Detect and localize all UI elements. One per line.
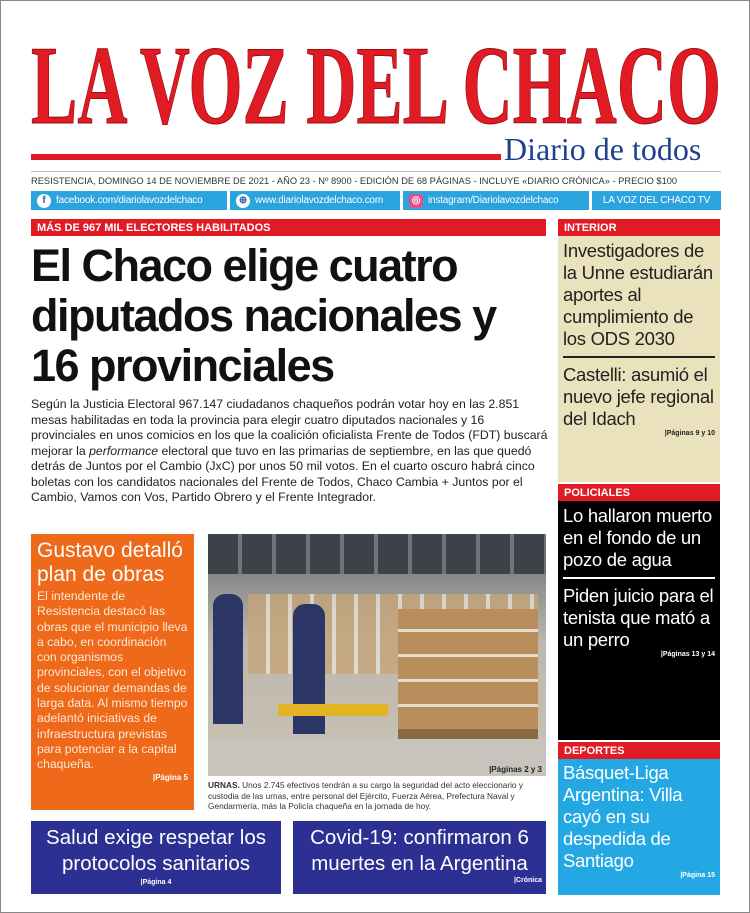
masthead-rule xyxy=(31,154,501,160)
orange-story[interactable] xyxy=(31,534,194,810)
facebook-icon: f xyxy=(37,194,51,208)
instagram-icon: ◎ xyxy=(409,194,423,208)
masthead-title: LA VOZ DEL CHACO xyxy=(31,24,721,135)
story-title: Lo hallaron muerto en el fondo de un pozo de agua xyxy=(563,505,712,570)
page-ref: |Crónica xyxy=(513,877,542,884)
right-column xyxy=(558,219,720,895)
section-policiales: POLICIALES xyxy=(558,484,720,501)
caption-text: Unos 2.745 efectivos tendrán a su cargo la seguridad del acto eleccionario y custodia de las urnas, entre personal del Ejército, Fuerza Aérea, Prefectura Naval y Gendarmería, más la Policía chaqueña en la jornada de hoy. xyxy=(208,780,524,811)
story-title: Investigadores de la Unne estudiarán aportes al cumplimiento de los ODS 2030 xyxy=(563,240,713,349)
page-ref: |Páginas 13 y 14 xyxy=(660,651,715,658)
story-title: Castelli: asumió el nuevo jefe regional del Idach xyxy=(563,364,714,429)
facebook-label: facebook.com/diariolavozdelchaco xyxy=(56,195,203,206)
tv-link[interactable] xyxy=(592,191,721,210)
instagram-link[interactable] xyxy=(403,191,589,210)
divider xyxy=(31,171,721,172)
story-title: Salud exige respetar los protocolos sanitarios xyxy=(46,826,266,875)
story-title: Covid-19: confirmaron 6 muertes en la Argentina xyxy=(310,826,529,875)
story-title: Piden juicio para el tenista que mató a un perro xyxy=(563,585,714,650)
lead-headline[interactable]: El Chaco elige cuatro diputados nacionales y 16 provinciales xyxy=(31,240,496,391)
deportes-box[interactable] xyxy=(558,759,720,895)
story-title: Gustavo detalló plan de obras xyxy=(37,539,183,586)
page-ref: |Página 5 xyxy=(152,772,188,782)
body-text: electoral que tuvo en las primarias de septiembre, en las que quedó detrás de Juntos por el Cambio (JxC) por unos 50 mil votos. En el cuarto oscuro habrá cinco boletas con los candidatos nacionales del Frente de Todos, Chaco Cambia + Juntos por el Cambio, Vamos con Vos, Partido Obrero y el Frente Integrador. xyxy=(31,443,535,504)
facebook-link[interactable] xyxy=(31,191,227,210)
website-link[interactable] xyxy=(230,191,400,210)
masthead-slogan: Diario de todos xyxy=(504,131,702,167)
masthead xyxy=(31,23,721,135)
covid-story[interactable] xyxy=(293,821,546,894)
interior-box[interactable] xyxy=(558,236,720,482)
website-label: www.diariolavozdelchaco.com xyxy=(255,195,383,206)
caption-lead: URNAS. xyxy=(208,780,240,790)
story-title: Básquet-Liga Argentina: Villa cayó en su despedida de Santiago xyxy=(563,762,683,871)
social-bar xyxy=(31,191,721,210)
section-deportes: DEPORTES xyxy=(558,742,720,759)
story-body: El intendente de Resistencia destacó las obras que el municipio lleva a cabo, en coordinación con organismos provinciales, con el objetivo de solucionar demandas de larga data. Al mismo tiempo adelantó iniciativas de infraestructura previstas para potenciar a la capital chaqueña. xyxy=(37,589,188,772)
page-ref: |Páginas 2 y 3 xyxy=(489,765,542,774)
policiales-box[interactable] xyxy=(558,501,720,740)
ballot-warehouse-photo xyxy=(208,534,546,776)
instagram-label: instagram/Diariolavozdelchaco xyxy=(428,195,559,206)
lead-body xyxy=(31,397,551,506)
lead-kicker: MÁS DE 967 MIL ELECTORES HABILITADOS xyxy=(31,219,546,236)
salud-story[interactable] xyxy=(31,821,281,894)
section-interior: INTERIOR xyxy=(558,219,720,236)
tv-label: LA VOZ DEL CHACO TV xyxy=(602,195,711,206)
photo-caption xyxy=(208,780,546,812)
page-ref: |Página 4 xyxy=(140,879,172,886)
body-text: Según la Justicia Electoral 967.147 ciudadanos chaqueños podrán votar hoy en las 2.851 mesas habilitadas en toda la provincia para elegir cuatro diputados nacionales y 16 provinciales en unos comicios en los que la coalición oficialista Frente de Todos (FDT) buscará mejorar la xyxy=(31,397,548,458)
divider xyxy=(563,356,715,358)
page-ref: |Páginas 9 y 10 xyxy=(664,430,715,437)
divider xyxy=(563,577,715,579)
globe-icon: ⊕ xyxy=(236,194,250,208)
lead-story xyxy=(31,219,551,506)
page-ref: |Página 15 xyxy=(680,872,715,879)
body-italic: performance xyxy=(89,443,159,458)
dateline: RESISTENCIA, DOMINGO 14 DE NOVIEMBRE DE 2021 - AÑO 23 - Nº 8900 - EDICIÓN DE 68 PÁGINAS - INCLUYE «DIARIO CRÓNICA» - PRECIO $100 xyxy=(31,176,678,186)
